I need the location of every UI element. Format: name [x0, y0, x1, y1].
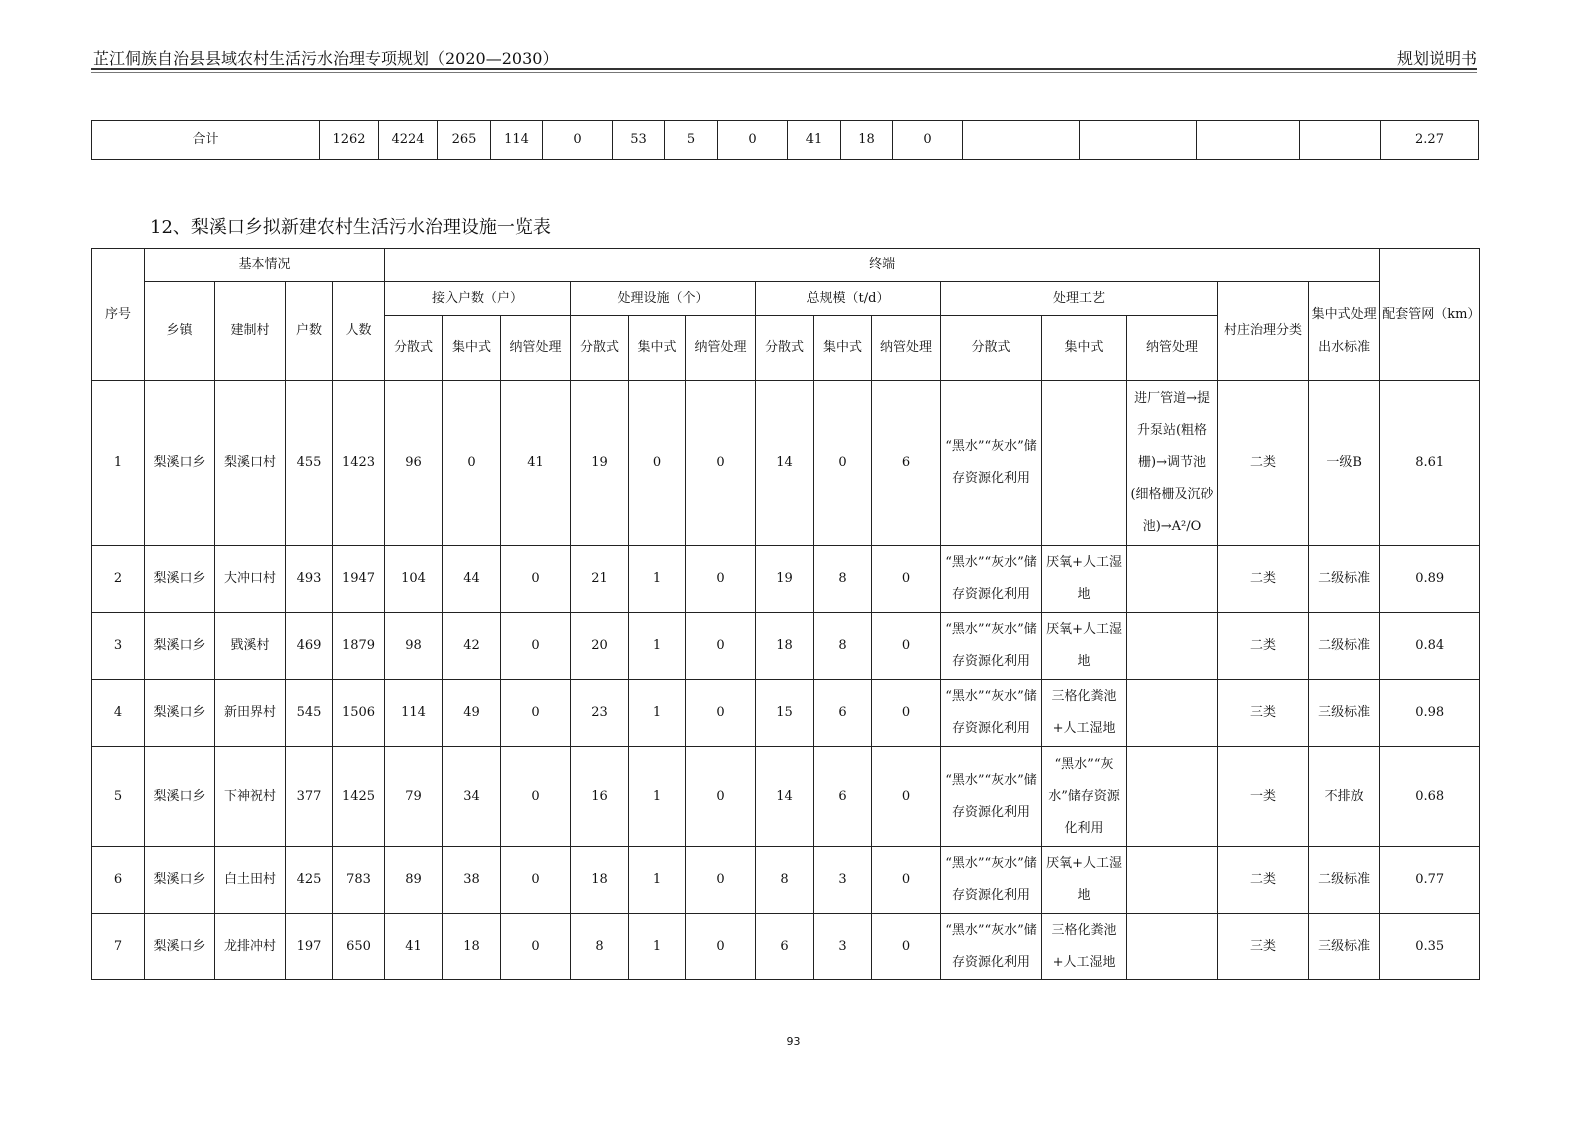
table-cell: 0: [872, 914, 941, 980]
table-cell: 377: [286, 747, 333, 847]
table-cell: 114: [385, 680, 443, 747]
table-cell: 1506: [333, 680, 385, 747]
summary-cell: [1080, 121, 1197, 160]
table-cell: 650: [333, 914, 385, 980]
summary-cell: 0: [718, 121, 788, 160]
table-cell: 6: [756, 914, 814, 980]
table-cell: 44: [443, 546, 501, 613]
header-basic: 基本情况: [145, 249, 385, 282]
table-cell: 二类: [1218, 546, 1309, 613]
header-village-class: 村庄治理分类: [1218, 282, 1309, 381]
table-cell: 493: [286, 546, 333, 613]
summary-table: [91, 120, 1479, 160]
table-cell: 7: [92, 914, 145, 980]
table-cell: 0: [686, 546, 756, 613]
table-cell: [1127, 546, 1218, 613]
summary-cell: 41: [788, 121, 841, 160]
table-cell: 2: [92, 546, 145, 613]
table-cell: “黑水”“灰水”储存资源化利用: [941, 847, 1042, 914]
page-number: 93: [786, 1035, 801, 1048]
summary-cell: 114: [491, 121, 543, 160]
summary-cell: 18: [841, 121, 893, 160]
table-cell: 0: [872, 847, 941, 914]
table-row: [92, 847, 1480, 914]
table-cell: 79: [385, 747, 443, 847]
table-row: [92, 680, 1480, 747]
table-cell: 49: [443, 680, 501, 747]
table-cell: 23: [571, 680, 629, 747]
table-cell: 下神祝村: [215, 747, 286, 847]
summary-cell: 0: [893, 121, 963, 160]
table-cell: 三类: [1218, 680, 1309, 747]
table-cell: 89: [385, 847, 443, 914]
table-cell: 545: [286, 680, 333, 747]
table-cell: 19: [571, 381, 629, 546]
table-cell: 厌氧+人工湿地: [1042, 546, 1127, 613]
table-cell: 104: [385, 546, 443, 613]
table-cell: 0: [443, 381, 501, 546]
header-rule: [91, 68, 1477, 70]
table-cell: “黑水”“灰水”储存资源化利用: [941, 680, 1042, 747]
table-cell: 三级标准: [1309, 680, 1380, 747]
table-cell: 0: [686, 613, 756, 680]
table-cell: “黑水”“灰水”储存资源化利用: [941, 613, 1042, 680]
table-cell: 0.89: [1380, 546, 1480, 613]
table-cell: 96: [385, 381, 443, 546]
table-cell: 41: [501, 381, 571, 546]
table-cell: 1: [629, 747, 686, 847]
table-cell: 0.77: [1380, 847, 1480, 914]
header-centralized: 集中式: [1042, 316, 1127, 381]
table-cell: 1: [629, 847, 686, 914]
table-cell: 梨溪口乡: [145, 546, 215, 613]
table-row: [92, 613, 1480, 680]
table-cell: 197: [286, 914, 333, 980]
table-cell: “黑水”“灰水”储存资源化利用: [1042, 747, 1127, 847]
header-sewer: 纳管处理: [1127, 316, 1218, 381]
table-row: [92, 747, 1480, 847]
table-cell: 783: [333, 847, 385, 914]
header-terminal: 终端: [385, 249, 1380, 282]
table-cell: 18: [443, 914, 501, 980]
header-outflow-std: 集中式处理出水标准: [1309, 282, 1380, 381]
table-row: [92, 546, 1480, 613]
table-cell: 3: [814, 914, 872, 980]
header-row-1: [92, 249, 1480, 282]
table-cell: 0: [872, 747, 941, 847]
table-cell: 厌氧+人工湿地: [1042, 613, 1127, 680]
table-cell: 0: [814, 381, 872, 546]
table-cell: “黑水”“灰水”储存资源化利用: [941, 747, 1042, 847]
table-cell: 二类: [1218, 381, 1309, 546]
header-sewer: 纳管处理: [686, 316, 756, 381]
table-cell: 0: [686, 381, 756, 546]
table-cell: 不排放: [1309, 747, 1380, 847]
table-cell: 0: [501, 847, 571, 914]
table-cell: 1: [629, 914, 686, 980]
table-cell: 三类: [1218, 914, 1309, 980]
table-cell: [1127, 613, 1218, 680]
table-cell: 大冲口村: [215, 546, 286, 613]
table-cell: 二级标准: [1309, 847, 1380, 914]
document-type: 规划说明书: [1396, 49, 1477, 68]
table-cell: 38: [443, 847, 501, 914]
table-cell: 进厂管道→提升泵站(粗格栅)→调节池(细格栅及沉砂池)→A²/O: [1127, 381, 1218, 546]
header-town: 乡镇: [145, 282, 215, 381]
table-cell: “黑水”“灰水”储存资源化利用: [941, 914, 1042, 980]
table-cell: 0: [686, 847, 756, 914]
table-cell: 0.35: [1380, 914, 1480, 980]
table-cell: 3: [814, 847, 872, 914]
table-cell: 0: [501, 546, 571, 613]
table-cell: 1: [629, 613, 686, 680]
table-cell: 梨溪口村: [215, 381, 286, 546]
table-cell: 梨溪口乡: [145, 680, 215, 747]
table-cell: 14: [756, 747, 814, 847]
table-cell: 0: [872, 613, 941, 680]
table-cell: 梨溪口乡: [145, 613, 215, 680]
table-cell: 厌氧+人工湿地: [1042, 847, 1127, 914]
table-row: [92, 914, 1480, 980]
summary-cell: 0: [543, 121, 613, 160]
table-cell: 1423: [333, 381, 385, 546]
section-title: 12、梨溪口乡拟新建农村生活污水治理设施一览表: [150, 217, 551, 238]
table-cell: 1879: [333, 613, 385, 680]
table-cell: [1127, 914, 1218, 980]
table-cell: [1042, 381, 1127, 546]
table-cell: 8: [756, 847, 814, 914]
summary-cell: [963, 121, 1080, 160]
table-cell: 梨溪口乡: [145, 381, 215, 546]
table-cell: 一级B: [1309, 381, 1380, 546]
header-row-2: [92, 282, 1480, 316]
header-village: 建制村: [215, 282, 286, 381]
table-cell: 三格化粪池+人工湿地: [1042, 914, 1127, 980]
summary-cell: 4224: [379, 121, 438, 160]
table-cell: 4: [92, 680, 145, 747]
header-seq: 序号: [92, 249, 145, 381]
table-cell: 梨溪口乡: [145, 747, 215, 847]
table-cell: 1: [92, 381, 145, 546]
table-cell: 6: [814, 747, 872, 847]
table-cell: 6: [872, 381, 941, 546]
header-total-scale: 总规模（t/d）: [756, 282, 941, 316]
table-cell: 41: [385, 914, 443, 980]
table-cell: 戥溪村: [215, 613, 286, 680]
table-cell: 1425: [333, 747, 385, 847]
table-cell: 白土田村: [215, 847, 286, 914]
table-cell: 梨溪口乡: [145, 914, 215, 980]
table-cell: 0: [501, 914, 571, 980]
table-cell: 0: [872, 546, 941, 613]
table-cell: 34: [443, 747, 501, 847]
document-title: 芷江侗族自治县县域农村生活污水治理专项规划（2020—2030）: [93, 49, 559, 68]
header-centralized: 集中式: [814, 316, 872, 381]
table-cell: 8: [814, 546, 872, 613]
table-cell: 14: [756, 381, 814, 546]
table-cell: 19: [756, 546, 814, 613]
header-dispersed: 分散式: [941, 316, 1042, 381]
table-cell: 6: [814, 680, 872, 747]
table-cell: 二类: [1218, 613, 1309, 680]
table-cell: 8.61: [1380, 381, 1480, 546]
table-cell: 42: [443, 613, 501, 680]
table-cell: 二级标准: [1309, 546, 1380, 613]
table-cell: 18: [571, 847, 629, 914]
header-rule-thin: [91, 72, 1477, 73]
table-cell: 0: [686, 680, 756, 747]
header-households-connected: 接入户数（户）: [385, 282, 571, 316]
facility-table: [91, 248, 1480, 980]
table-cell: 6: [92, 847, 145, 914]
header-sewer: 纳管处理: [501, 316, 571, 381]
table-cell: 1: [629, 680, 686, 747]
table-row: [92, 381, 1480, 546]
table-cell: “黑水”“灰水”储存资源化利用: [941, 381, 1042, 546]
table-cell: 5: [92, 747, 145, 847]
table-cell: 98: [385, 613, 443, 680]
summary-cell: [1300, 121, 1381, 160]
table-cell: 0: [501, 613, 571, 680]
table-cell: 二类: [1218, 847, 1309, 914]
table-cell: 425: [286, 847, 333, 914]
table-cell: 8: [814, 613, 872, 680]
header-population: 人数: [333, 282, 385, 381]
header-centralized: 集中式: [443, 316, 501, 381]
table-cell: 21: [571, 546, 629, 613]
summary-row: [92, 121, 1479, 160]
table-cell: 0: [872, 680, 941, 747]
table-cell: 8: [571, 914, 629, 980]
header-process: 处理工艺: [941, 282, 1218, 316]
table-cell: 二级标准: [1309, 613, 1380, 680]
table-cell: 15: [756, 680, 814, 747]
table-cell: 1: [629, 546, 686, 613]
table-cell: 455: [286, 381, 333, 546]
table-cell: 梨溪口乡: [145, 847, 215, 914]
table-cell: [1127, 847, 1218, 914]
table-cell: 0: [501, 747, 571, 847]
table-cell: 0: [629, 381, 686, 546]
table-cell: 18: [756, 613, 814, 680]
table-cell: 一类: [1218, 747, 1309, 847]
summary-cell: 53: [613, 121, 665, 160]
header-centralized: 集中式: [629, 316, 686, 381]
summary-cell: 1262: [320, 121, 379, 160]
table-cell: [1127, 680, 1218, 747]
table-cell: 16: [571, 747, 629, 847]
summary-label: 合计: [92, 121, 320, 160]
table-cell: 0: [686, 747, 756, 847]
table-cell: 1947: [333, 546, 385, 613]
header-dispersed: 分散式: [756, 316, 814, 381]
table-cell: 0.84: [1380, 613, 1480, 680]
table-cell: 469: [286, 613, 333, 680]
table-cell: “黑水”“灰水”储存资源化利用: [941, 546, 1042, 613]
summary-cell: [1197, 121, 1300, 160]
table-cell: 龙排冲村: [215, 914, 286, 980]
table-cell: 0: [686, 914, 756, 980]
table-cell: 3: [92, 613, 145, 680]
summary-cell: 265: [438, 121, 491, 160]
summary-cell: 5: [665, 121, 718, 160]
table-cell: 三级标准: [1309, 914, 1380, 980]
header-dispersed: 分散式: [571, 316, 629, 381]
header-pipe: 配套管网（km）: [1380, 249, 1480, 381]
header-sewer: 纳管处理: [872, 316, 941, 381]
header-households: 户数: [286, 282, 333, 381]
header-dispersed: 分散式: [385, 316, 443, 381]
table-cell: 新田界村: [215, 680, 286, 747]
table-cell: [1127, 747, 1218, 847]
table-cell: 三格化粪池+人工湿地: [1042, 680, 1127, 747]
header-facilities: 处理设施（个）: [571, 282, 756, 316]
table-cell: 0.98: [1380, 680, 1480, 747]
table-cell: 0: [501, 680, 571, 747]
table-cell: 20: [571, 613, 629, 680]
table-cell: 0.68: [1380, 747, 1480, 847]
summary-cell: 2.27: [1381, 121, 1479, 160]
